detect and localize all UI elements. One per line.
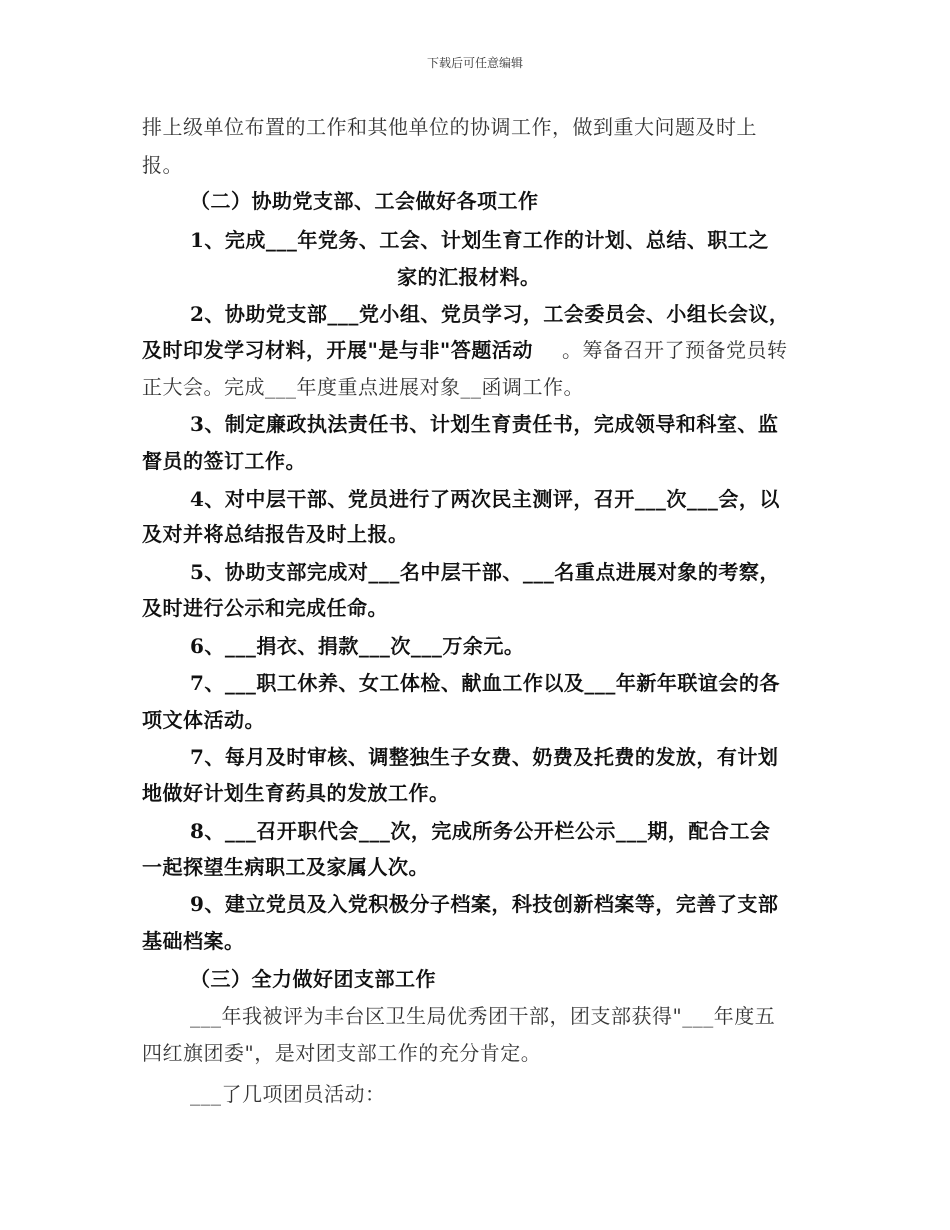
page-header: 下载后可任意编辑 xyxy=(426,56,523,70)
text-line: 6、___捐衣、捐款___次___万余元。 xyxy=(190,634,525,658)
section-heading: （二）协助党支部、工会做好各项工作 xyxy=(190,189,539,213)
text-line: 1、完成___年党务、工会、计划生育工作的计划、总结、职工之 xyxy=(190,228,769,252)
text-line: 5、协助支部完成对___名中层干部、___名重点进展对象的考察， xyxy=(190,560,780,584)
text-line: 督员的签订工作。 xyxy=(142,449,306,473)
text-line: 正大会。完成___年度重点进展对象__函调工作。 xyxy=(142,375,584,399)
text-line: 8、___召开职代会___次，完成所务公开栏公示___期，配合工会 xyxy=(190,819,771,843)
section-heading: （三）全力做好团支部工作 xyxy=(190,967,436,991)
text-line: 2、协助党支部___党小组、党员学习，工会委员会、小组长会议， xyxy=(190,302,790,326)
text-line: 9、建立党员及入党积极分子档案，科技创新档案等，完善了支部 xyxy=(190,892,779,916)
text-line: 及时进行公示和完成任命。 xyxy=(142,596,388,620)
text-line: ___了几项团员活动： xyxy=(190,1082,386,1106)
text-line: 地做好计划生育药具的发放工作。 xyxy=(142,781,450,805)
text-line: 报。 xyxy=(142,153,183,177)
text-line: 7、___职工休养、女工体检、献血工作以及___年新年联谊会的各 xyxy=(190,671,780,695)
text-line: 。筹备召开了预备党员转 xyxy=(562,338,788,362)
text-line: 家的汇报材料。 xyxy=(397,265,541,289)
text-line: 项文体活动。 xyxy=(142,708,265,732)
text-line: 排上级单位布置的工作和其他单位的协调工作，做到重大问题及时上 xyxy=(142,115,757,139)
text-line: 及对并将总结报告及时上报。 xyxy=(142,522,409,546)
text-line: 7、每月及时审核、调整独生子女费、奶费及托费的发放，有计划 xyxy=(190,745,779,769)
text-line: 及时印发学习材料，开展"是与非"答题活动 xyxy=(142,338,533,362)
text-line: 一起探望生病职工及家属人次。 xyxy=(142,855,429,879)
text-line: 3、制定廉政执法责任书、计划生育责任书，完成领导和科室、监 xyxy=(190,412,779,436)
text-line: 四红旗团委"，是对团支部工作的充分肯定。 xyxy=(142,1041,542,1065)
text-line: 4、对中层干部、党员进行了两次民主测评，召开___次___会，以 xyxy=(190,487,780,511)
text-line: 基础档案。 xyxy=(142,929,245,953)
text-line: ___年我被评为丰台区卫生局优秀团干部，团支部获得"___年度五 xyxy=(190,1004,776,1028)
